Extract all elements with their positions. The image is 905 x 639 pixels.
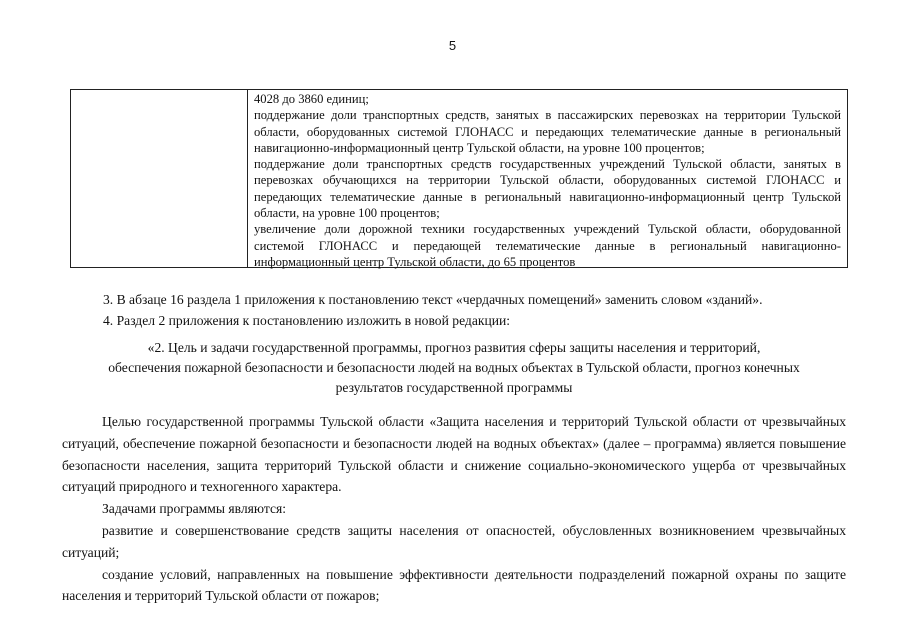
page-number: 5 [448,38,457,53]
table-right-cell [248,90,847,267]
section-heading [62,338,846,398]
item-3-text: 3. В абзаце 16 раздела 1 приложения к постановлению текст «чердачных помещений» заменить словом «зданий». [103,292,763,307]
section-heading-line: результатов государственной программы [335,380,573,395]
item-4-text: 4. Раздел 2 приложения к постановлению изложить в новой редакции: [103,313,511,328]
body-paragraph: развитие и совершенствование средств защиты населения от опасностей, обусловленных возникновением чрезвычайных ситуаций; [62,522,846,560]
body-text [62,411,846,607]
body-paragraph: Целью государственной программы Тульской области «Защита населения и территорий Тульской области от чрезвычайных ситуаций, обеспечение пожарной безопасности и безопасности людей на водных объектах» (далее – программа) является повышение безопасности населения, защита территорий Тульской области и снижение социально-экономического ущерба от чрезвычайных ситуаций природного и техногенного характера. [62,414,846,495]
table-paragraph: 4028 до 3860 единиц; [254,92,369,106]
table-paragraph: поддержание доли транспортных средств государственных учреждений Тульской области, занятых в перевозках обучающихся на территории Тульской области, оборудованных системой ГЛОНАСС и передающих телематические данные в региональный навигационно-информационный центр Тульской области, на уровне 100 процентов; [254,157,841,221]
table-paragraph: поддержание доли транспортных средств, занятых в пассажирских перевозках на территории Тульской области, оборудованных системой ГЛОНАСС и передающих телематические данные в региональный навигационно-информационный центр Тульской области, на уровне 100 процентов; [254,108,841,155]
section-heading-line: обеспечения пожарной безопасности и безопасности людей на водных объектах в Тульской области, прогноз конечных [108,360,800,375]
table-paragraph: увеличение доли дорожной техники государственных учреждений Тульской области, оборудованной системой ГЛОНАСС и передающей телематические данные в региональный навигационно-информационный центр Тульской области, до 65 процентов [254,222,841,269]
body-paragraph: Задачами программы являются: [102,501,287,517]
section-heading-line: «2. Цель и задачи государственной программы, прогноз развития сферы защиты населения и территорий, [147,340,761,355]
continuation-table [70,89,848,268]
table-left-cell [71,90,248,267]
body-paragraph: создание условий, направленных на повышение эффективности деятельности подразделений пожарной охраны по защите населения и территорий Тульской области от пожаров; [62,566,846,604]
